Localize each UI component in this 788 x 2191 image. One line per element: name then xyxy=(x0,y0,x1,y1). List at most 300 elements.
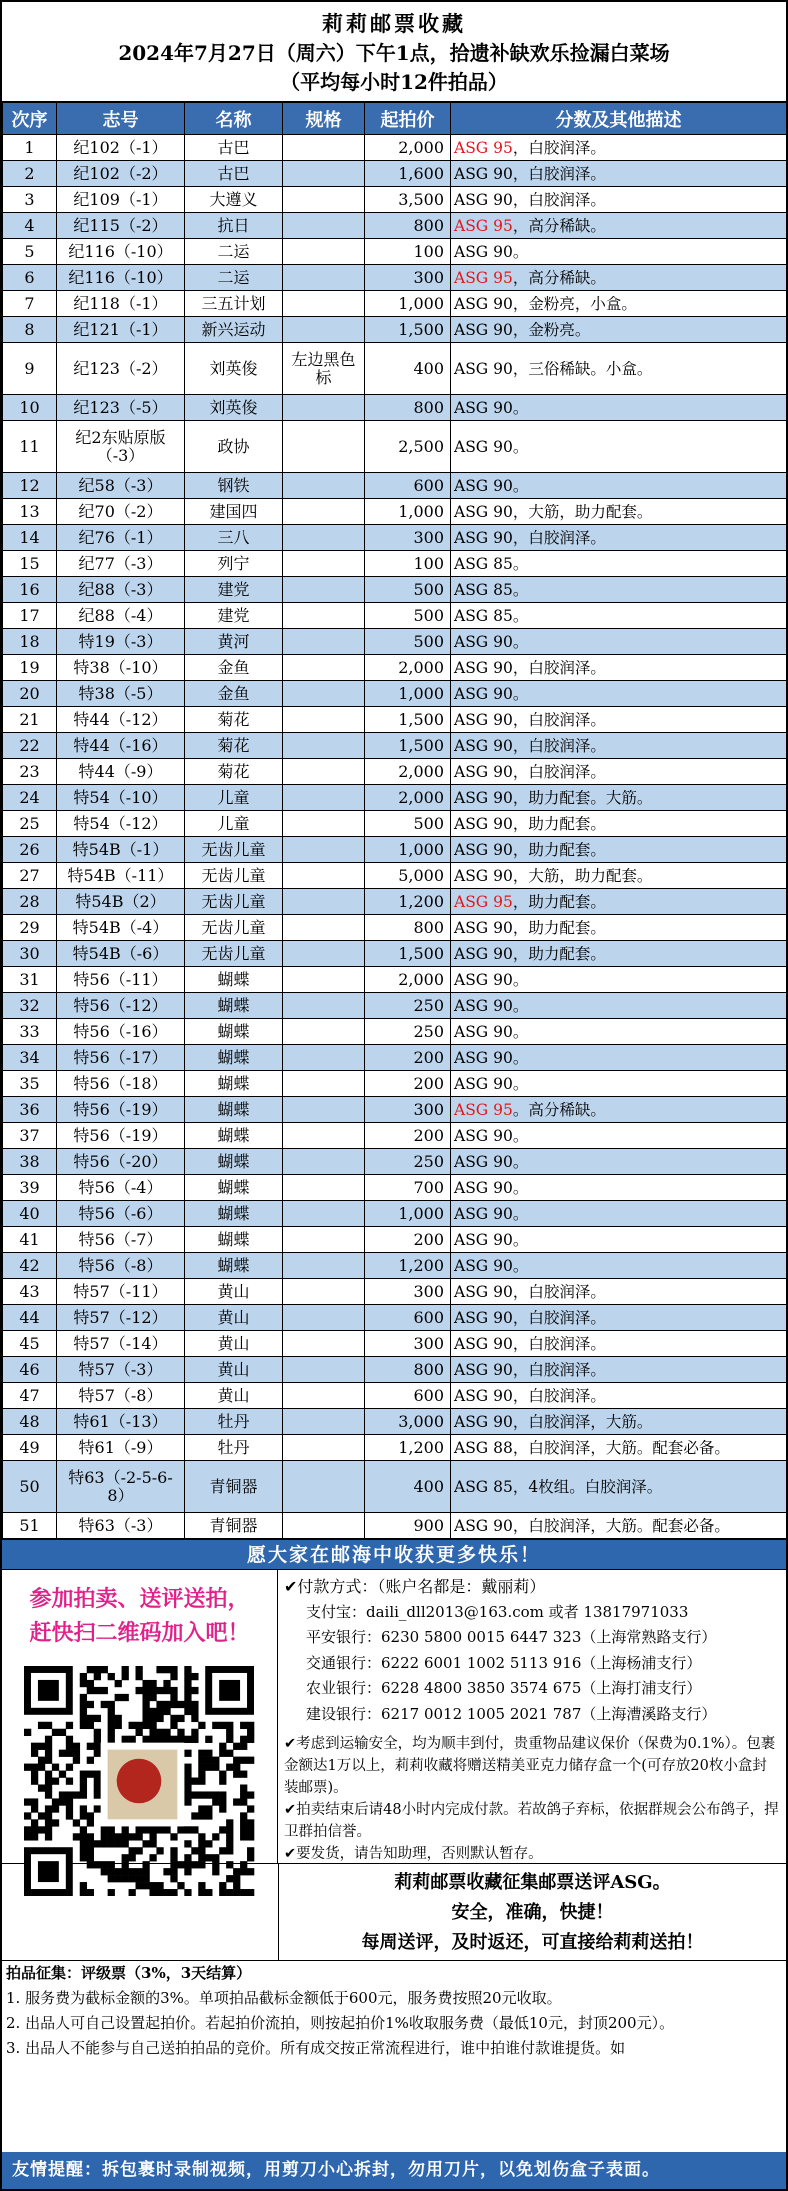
stamp-name: 蝴蝶 xyxy=(185,1045,283,1071)
stamp-spec xyxy=(283,603,365,629)
table-row xyxy=(3,343,787,395)
grade-score: ASG 90 xyxy=(454,710,513,729)
stamp-name: 蝴蝶 xyxy=(185,1227,283,1253)
lot-number: 10 xyxy=(3,395,57,421)
grade-score: ASG 90 xyxy=(454,1152,513,1171)
stamp-spec xyxy=(283,1461,365,1513)
table-row xyxy=(3,213,787,239)
lot-number: 43 xyxy=(3,1279,57,1305)
stamp-name: 黄山 xyxy=(185,1383,283,1409)
stamp-spec xyxy=(283,265,365,291)
stamp-code: 纪76（-1） xyxy=(57,525,185,551)
stamp-code: 特38（-5） xyxy=(57,681,185,707)
start-price: 3,500 xyxy=(365,187,451,213)
description-text: ，助力配套。 xyxy=(512,944,606,963)
stamp-spec xyxy=(283,291,365,317)
stamp-code: 特54B（2） xyxy=(57,889,185,915)
start-price: 250 xyxy=(365,1149,451,1175)
stamp-name: 抗日 xyxy=(185,213,283,239)
column-header: 志号 xyxy=(57,103,185,135)
table-row xyxy=(3,1227,787,1253)
stamp-name: 黄山 xyxy=(185,1279,283,1305)
lot-number: 44 xyxy=(3,1305,57,1331)
description-text: 。 xyxy=(512,437,529,456)
lot-number: 20 xyxy=(3,681,57,707)
grade-score: ASG 90 xyxy=(454,1256,513,1275)
stamp-spec xyxy=(283,1227,365,1253)
start-price: 2,000 xyxy=(365,967,451,993)
lot-number: 13 xyxy=(3,499,57,525)
table-row xyxy=(3,1149,787,1175)
lot-number: 31 xyxy=(3,967,57,993)
stamp-spec xyxy=(283,915,365,941)
grade-description xyxy=(451,1201,787,1227)
grade-score: ASG 90 xyxy=(454,1386,513,1405)
lot-number: 1 xyxy=(3,135,57,161)
description-text: ，三俗稀缺。小盒。 xyxy=(512,359,653,378)
table-row xyxy=(3,291,787,317)
lot-number: 49 xyxy=(3,1435,57,1461)
table-row xyxy=(3,993,787,1019)
description-text: 。 xyxy=(512,242,529,261)
bank-account: 交通银行：6222 6001 1002 5113 916（上海杨浦支行） xyxy=(306,1653,702,1672)
stamp-spec xyxy=(283,707,365,733)
stamp-name: 菊花 xyxy=(185,733,283,759)
lot-number: 18 xyxy=(3,629,57,655)
stamp-code: 特63（-2-5-6-8） xyxy=(57,1461,185,1513)
start-price: 800 xyxy=(365,395,451,421)
description-text: ，高分稀缺。 xyxy=(512,216,606,235)
table-row xyxy=(3,265,787,291)
stamp-spec xyxy=(283,863,365,889)
grade-description xyxy=(451,1175,787,1201)
grade-score: ASG 90 xyxy=(454,1308,513,1327)
lot-number: 16 xyxy=(3,577,57,603)
stamp-code: 纪77（-3） xyxy=(57,551,185,577)
table-row xyxy=(3,629,787,655)
stamp-code: 特56（-8） xyxy=(57,1253,185,1279)
stamp-spec xyxy=(283,1019,365,1045)
table-row xyxy=(3,1045,787,1071)
grade-score: ASG 85 xyxy=(454,1477,513,1496)
start-price: 1,000 xyxy=(365,499,451,525)
description-text: 。 xyxy=(512,476,529,495)
start-price: 200 xyxy=(365,1227,451,1253)
rule-item: 2. 出品人可自己设置起拍价。若起拍价流拍，则按起拍价1%收取服务费（最低10元，封顶200元）。 xyxy=(6,2014,675,2032)
table-row xyxy=(3,889,787,915)
table-row xyxy=(3,941,787,967)
description-text: ，助力配套。 xyxy=(512,918,606,937)
rule-item: 1. 服务费为截标金额的3%。单项拍品截标金额低于600元，服务费按照20元收取。 xyxy=(6,1989,562,2007)
grade-description xyxy=(451,707,787,733)
start-price: 400 xyxy=(365,1461,451,1513)
grade-score: ASG 90 xyxy=(454,1048,513,1067)
lot-number: 32 xyxy=(3,993,57,1019)
table-row xyxy=(3,1071,787,1097)
lot-number: 2 xyxy=(3,161,57,187)
start-price: 1,000 xyxy=(365,681,451,707)
grade-description xyxy=(451,863,787,889)
stamp-spec xyxy=(283,395,365,421)
table-row xyxy=(3,863,787,889)
stamp-spec xyxy=(283,811,365,837)
lot-number: 42 xyxy=(3,1253,57,1279)
note-item: ✔考虑到运输安全，均为顺丰到付，贵重物品建议保价（保费为0.1%）。包裹金额达1万以上，莉莉收藏将赠送精美亚克力储存盒一个(可存放20枚小盒封装邮票)。 xyxy=(284,1736,776,1796)
stamp-spec xyxy=(283,239,365,265)
stamp-spec xyxy=(283,681,365,707)
stamp-spec xyxy=(283,551,365,577)
table-row xyxy=(3,707,787,733)
stamp-spec xyxy=(283,837,365,863)
grade-score: ASG 90 xyxy=(454,1204,513,1223)
table-row xyxy=(3,759,787,785)
grade-score: ASG 88 xyxy=(454,1438,513,1457)
grade-score: ASG 95 xyxy=(454,1100,513,1119)
start-price: 100 xyxy=(365,551,451,577)
lot-number: 51 xyxy=(3,1513,57,1539)
stamp-code: 特56（-19） xyxy=(57,1097,185,1123)
grade-description xyxy=(451,551,787,577)
grade-description xyxy=(451,499,787,525)
grade-description xyxy=(451,655,787,681)
description-text: ，大筋，助力配套。 xyxy=(512,502,653,521)
start-price: 300 xyxy=(365,1097,451,1123)
grade-score: ASG 95 xyxy=(454,268,513,287)
description-text: ，白胶润泽。 xyxy=(512,190,606,209)
stamp-spec xyxy=(283,1383,365,1409)
friendly-tip: 友情提醒：拆包裹时录制视频，用剪刀小心拆封，勿用刀片，以免划伤盒子表面。 xyxy=(2,2152,786,2189)
stamp-spec xyxy=(283,1331,365,1357)
start-price: 800 xyxy=(365,1357,451,1383)
auction-note: （平均每小时12件拍品） xyxy=(280,70,508,94)
stamp-spec xyxy=(283,1279,365,1305)
start-price: 500 xyxy=(365,603,451,629)
stamp-spec xyxy=(283,785,365,811)
stamp-code: 特54B（-4） xyxy=(57,915,185,941)
lot-number: 8 xyxy=(3,317,57,343)
lot-number: 46 xyxy=(3,1357,57,1383)
grade-description xyxy=(451,603,787,629)
grade-score: ASG 90 xyxy=(454,788,513,807)
grade-score: ASG 90 xyxy=(454,736,513,755)
grade-score: ASG 90 xyxy=(454,944,513,963)
table-row xyxy=(3,811,787,837)
stamp-name: 蝴蝶 xyxy=(185,967,283,993)
stamp-code: 特56（-17） xyxy=(57,1045,185,1071)
table-row xyxy=(3,421,787,473)
stamp-name: 建党 xyxy=(185,577,283,603)
stamp-spec xyxy=(283,1071,365,1097)
stamp-name: 无齿儿童 xyxy=(185,889,283,915)
start-price: 300 xyxy=(365,1279,451,1305)
join-prompt xyxy=(2,1570,277,1650)
stamp-code: 纪115（-2） xyxy=(57,213,185,239)
description-text: ，白胶润泽。 xyxy=(512,658,606,677)
stamp-name: 二运 xyxy=(185,265,283,291)
stamp-code: 特56（-18） xyxy=(57,1071,185,1097)
stamp-code: 纪109（-1） xyxy=(57,187,185,213)
description-text: ，白胶润泽。 xyxy=(512,1386,606,1405)
table-row xyxy=(3,161,787,187)
description-text: 。 xyxy=(512,1230,529,1249)
start-price: 1,600 xyxy=(365,161,451,187)
grade-description xyxy=(451,889,787,915)
table-row xyxy=(3,1435,787,1461)
start-price: 250 xyxy=(365,1019,451,1045)
grade-score: ASG 90 xyxy=(454,502,513,521)
description-text: ，白胶润泽。 xyxy=(512,138,606,157)
stamp-name: 青铜器 xyxy=(185,1513,283,1539)
lot-number: 4 xyxy=(3,213,57,239)
grade-description xyxy=(451,1461,787,1513)
start-price: 300 xyxy=(365,265,451,291)
grade-description xyxy=(451,759,787,785)
stamp-name: 大遵义 xyxy=(185,187,283,213)
grade-description xyxy=(451,1227,787,1253)
stamp-spec xyxy=(283,1435,365,1461)
lot-number: 47 xyxy=(3,1383,57,1409)
description-text: 。 xyxy=(512,970,529,989)
table-row xyxy=(3,187,787,213)
stamp-name: 建国四 xyxy=(185,499,283,525)
stamp-name: 牡丹 xyxy=(185,1409,283,1435)
start-price: 1,200 xyxy=(365,1253,451,1279)
grade-description xyxy=(451,1383,787,1409)
grade-description xyxy=(451,161,787,187)
stamp-name: 蝴蝶 xyxy=(185,1071,283,1097)
stamp-code: 纪118（-1） xyxy=(57,291,185,317)
stamp-code: 纪116（-10） xyxy=(57,239,185,265)
stamp-code: 特54（-10） xyxy=(57,785,185,811)
start-price: 1,000 xyxy=(365,291,451,317)
start-price: 600 xyxy=(365,1305,451,1331)
stamp-name: 无齿儿童 xyxy=(185,915,283,941)
grade-score: ASG 90 xyxy=(454,1126,513,1145)
stamp-spec xyxy=(283,1149,365,1175)
start-price: 1,200 xyxy=(365,889,451,915)
description-text: ，白胶润泽。 xyxy=(512,1334,606,1353)
stamp-name: 菊花 xyxy=(185,707,283,733)
grade-description xyxy=(451,1097,787,1123)
start-price: 3,000 xyxy=(365,1409,451,1435)
grade-score: ASG 85 xyxy=(454,580,513,599)
grade-description xyxy=(451,291,787,317)
stamp-code: 特56（-7） xyxy=(57,1227,185,1253)
table-row xyxy=(3,577,787,603)
stamp-code: 纪116（-10） xyxy=(57,265,185,291)
stamp-spec xyxy=(283,213,365,239)
stamp-name: 黄山 xyxy=(185,1357,283,1383)
grade-description xyxy=(451,395,787,421)
start-price: 1,000 xyxy=(365,1201,451,1227)
description-text: 。 xyxy=(512,1204,529,1223)
grade-description xyxy=(451,343,787,395)
stamp-name: 金鱼 xyxy=(185,655,283,681)
description-text: 。 xyxy=(512,1178,529,1197)
column-header: 次序 xyxy=(3,103,57,135)
table-row xyxy=(3,837,787,863)
stamp-name: 黄河 xyxy=(185,629,283,655)
grade-score: ASG 90 xyxy=(454,658,513,677)
stamp-code: 特54B（-1） xyxy=(57,837,185,863)
stamp-code: 纪102（-2） xyxy=(57,161,185,187)
collect-line-3: 每周送评，及时返还，可直接给莉莉送拍！ xyxy=(361,1932,704,1953)
stamp-spec xyxy=(283,1357,365,1383)
grade-description xyxy=(451,1305,787,1331)
description-text: ，白胶润泽。 xyxy=(512,736,606,755)
stamp-name: 青铜器 xyxy=(185,1461,283,1513)
grade-score: ASG 90 xyxy=(454,190,513,209)
start-price: 800 xyxy=(365,915,451,941)
lot-number: 21 xyxy=(3,707,57,733)
table-row xyxy=(3,1383,787,1409)
start-price: 1,000 xyxy=(365,837,451,863)
start-price: 1,500 xyxy=(365,317,451,343)
stamp-spec xyxy=(283,421,365,473)
stamp-code: 纪70（-2） xyxy=(57,499,185,525)
stamp-name: 三五计划 xyxy=(185,291,283,317)
grade-score: ASG 85 xyxy=(454,606,513,625)
description-text: 。 xyxy=(512,1126,529,1145)
stamp-name: 蝴蝶 xyxy=(185,993,283,1019)
lot-number: 22 xyxy=(3,733,57,759)
stamp-spec xyxy=(283,1175,365,1201)
stamp-code: 特19（-3） xyxy=(57,629,185,655)
grade-score: ASG 90 xyxy=(454,918,513,937)
description-text: ，助力配套。 xyxy=(512,892,606,911)
description-text: 。 xyxy=(512,684,529,703)
grade-description xyxy=(451,187,787,213)
stamp-name: 建党 xyxy=(185,603,283,629)
bank-account: 平安银行：6230 5800 0015 6447 323（上海常熟路支行） xyxy=(306,1628,717,1646)
lot-number: 40 xyxy=(3,1201,57,1227)
start-price: 200 xyxy=(365,1071,451,1097)
stamp-name: 蝴蝶 xyxy=(185,1097,283,1123)
stamp-spec xyxy=(283,577,365,603)
lot-number: 11 xyxy=(3,421,57,473)
description-text: ，白胶润泽。 xyxy=(512,1360,606,1379)
grade-description xyxy=(451,967,787,993)
lot-number: 19 xyxy=(3,655,57,681)
stamp-code: 纪88（-3） xyxy=(57,577,185,603)
lot-number: 23 xyxy=(3,759,57,785)
grade-description xyxy=(451,733,787,759)
stamp-name: 蝴蝶 xyxy=(185,1123,283,1149)
stamp-name: 无齿儿童 xyxy=(185,863,283,889)
stamp-name: 古巴 xyxy=(185,135,283,161)
grade-score: ASG 90 xyxy=(454,398,513,417)
lot-number: 14 xyxy=(3,525,57,551)
description-text: ，白胶润泽。 xyxy=(512,710,606,729)
start-price: 2,000 xyxy=(365,759,451,785)
lot-number: 9 xyxy=(3,343,57,395)
grade-score: ASG 90 xyxy=(454,996,513,1015)
description-text: 。 xyxy=(512,606,529,625)
note-item: ✔拍卖结束后请48小时内完成付款。若故鸽子弃标，依据群规会公布鸽子，捍卫群拍信誉。 xyxy=(284,1802,779,1840)
start-price: 2,000 xyxy=(365,655,451,681)
grade-score: ASG 90 xyxy=(454,320,513,339)
stamp-name: 刘英俊 xyxy=(185,395,283,421)
stamp-spec xyxy=(283,655,365,681)
grade-description xyxy=(451,239,787,265)
start-price: 200 xyxy=(365,1123,451,1149)
wish-banner: 愿大家在邮海中收获更多快乐！ xyxy=(2,1539,786,1569)
table-row xyxy=(3,525,787,551)
description-text: 。 xyxy=(512,632,529,651)
lot-number: 33 xyxy=(3,1019,57,1045)
grade-description xyxy=(451,1071,787,1097)
description-text: ，大筋，助力配套。 xyxy=(512,866,653,885)
join-line-1: 参加拍卖、送评送拍， xyxy=(29,1586,250,1612)
shipping-notes xyxy=(278,1727,786,1865)
description-text: ，白胶润泽。 xyxy=(512,1308,606,1327)
payment-title: ✔付款方式：（账户名都是：戴丽莉） xyxy=(284,1577,546,1596)
stamp-code: 纪88（-4） xyxy=(57,603,185,629)
grade-description xyxy=(451,1409,787,1435)
stamp-code: 纪2东贴原版（-3） xyxy=(57,421,185,473)
description-text: 。 xyxy=(512,996,529,1015)
start-price: 500 xyxy=(365,629,451,655)
grade-description xyxy=(451,1331,787,1357)
table-row xyxy=(3,1279,787,1305)
lot-number: 48 xyxy=(3,1409,57,1435)
lot-number: 41 xyxy=(3,1227,57,1253)
description-text: 。 xyxy=(512,554,529,573)
description-text: ，金粉亮，小盒。 xyxy=(512,294,637,313)
qr-code-icon[interactable] xyxy=(16,1666,262,1896)
description-text: ，助力配套。 xyxy=(512,814,606,833)
grade-description xyxy=(451,941,787,967)
stamp-name: 儿童 xyxy=(185,811,283,837)
stamp-code: 特56（-11） xyxy=(57,967,185,993)
stamp-spec xyxy=(283,499,365,525)
stamp-code: 特44（-16） xyxy=(57,733,185,759)
description-text: ，白胶润泽。 xyxy=(512,528,606,547)
lot-number: 17 xyxy=(3,603,57,629)
stamp-name: 钢铁 xyxy=(185,473,283,499)
start-price: 5,000 xyxy=(365,863,451,889)
stamp-spec xyxy=(283,187,365,213)
column-header: 规格 xyxy=(283,103,365,135)
stamp-spec xyxy=(283,1045,365,1071)
lot-number: 28 xyxy=(3,889,57,915)
stamp-name: 蝴蝶 xyxy=(185,1175,283,1201)
description-text: ，4枚组。白胶润泽。 xyxy=(512,1477,663,1496)
stamp-name: 蝴蝶 xyxy=(185,1149,283,1175)
stamp-spec xyxy=(283,733,365,759)
lot-number: 26 xyxy=(3,837,57,863)
start-price: 1,500 xyxy=(365,707,451,733)
stamp-spec xyxy=(283,759,365,785)
grade-score: ASG 90 xyxy=(454,762,513,781)
grade-description xyxy=(451,681,787,707)
table-row xyxy=(3,915,787,941)
grade-score: ASG 90 xyxy=(454,1178,513,1197)
stamp-code: 纪121（-1） xyxy=(57,317,185,343)
stamp-code: 特54B（-6） xyxy=(57,941,185,967)
grade-score: ASG 95 xyxy=(454,138,513,157)
start-price: 250 xyxy=(365,993,451,1019)
description-text: 。 xyxy=(512,1152,529,1171)
stamp-code: 特56（-20） xyxy=(57,1149,185,1175)
lot-table-body xyxy=(3,135,787,1539)
qr-panel xyxy=(2,1570,278,1863)
table-row xyxy=(3,1513,787,1539)
stamp-code: 纪102（-1） xyxy=(57,135,185,161)
lot-number: 38 xyxy=(3,1149,57,1175)
stamp-code: 纪123（-2） xyxy=(57,343,185,395)
stamp-spec xyxy=(283,1409,365,1435)
